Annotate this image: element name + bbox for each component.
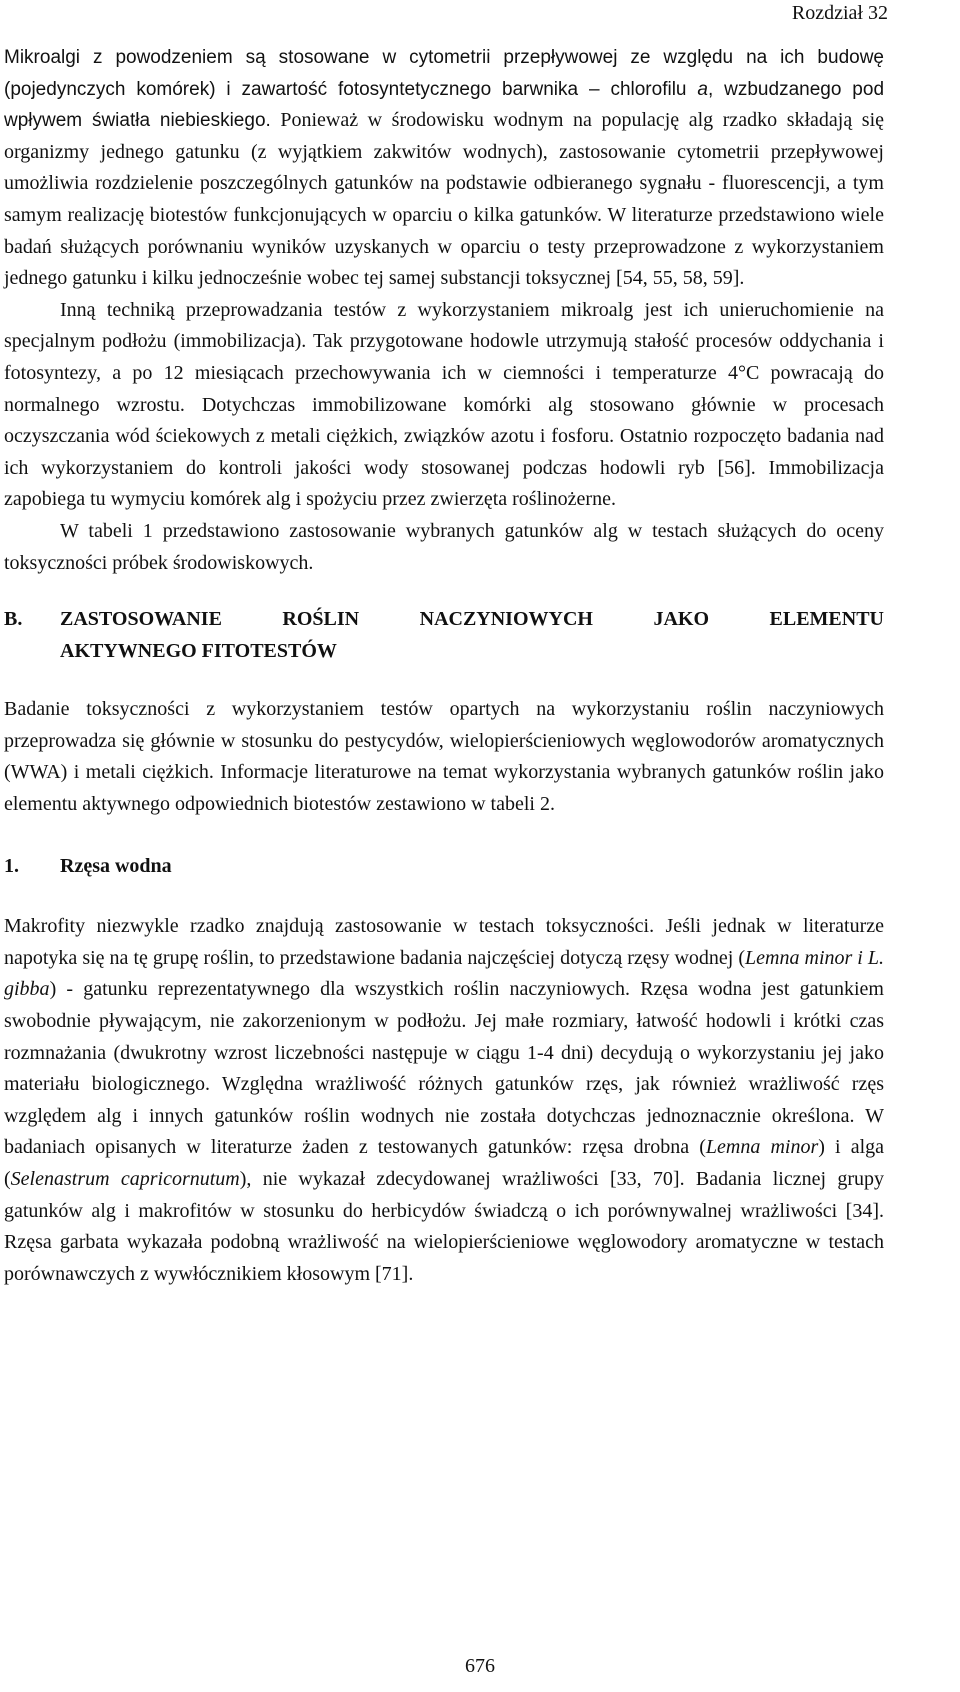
sub1-italic-2: Lemna minor xyxy=(705,1136,819,1159)
subsection-1-number: 1. xyxy=(4,854,19,877)
intro-paragraph-3: W tabeli 1 przedstawiono zastosowanie wybranych gatunków alg w testach służących do oceny toksyczności próbek środowiskowych. xyxy=(4,519,884,574)
intro-italic-a: a xyxy=(697,78,708,100)
intro-serif-text: Ponieważ w środowisku wodnym na populację alg rzadko składają się organizmy jednego gatunku (z wyjątkiem zakwitów wodnych), zastosowanie cytometrii przepływowej umożliwia rozdzielenie poszczególnych gatunków na podstawie odbieranego sygnału - fluorescencji, a tym samym realizację biotestów funkcjonujących w oparciu o kilka gatunków. xyxy=(4,109,885,226)
section-b-title-line-2: AKTYWNEGO FITOTESTÓW xyxy=(60,639,337,662)
sub1-text-4: ), nie wykazał zdecydowanej wrażliwości [33, 70]. Badania licznej grupy gatunków alg i makrofitów w stosunku do herbicydów świadczą o ich porównywalnej wrażliwości [34]. Rzęsa garbata wykazała podobną wrażliwość na wielopierścieniowe węglowodory aromatyczne w testach porównawczych z wywłócznikiem kłosowym [71]. xyxy=(4,1168,884,1285)
section-b-paragraph: Badanie toksyczności z wykorzystaniem testów opartych na wykorzystaniu roślin naczyniowych przeprowadza się głównie w stosunku do pestycydów, wielopierścieniowych węglowodorów aromatycznych (WWA) i metali ciężkich. Informacje literaturowe na temat wykorzystania wybranych gatunków roślin jako elementu aktywnego odpowiednich biotestów zestawiono w tabeli 2. xyxy=(4,698,884,816)
intro-serif-text-2: W literaturze przedstawiono wiele badań służących porównaniu wyników uzyskanych w oparciu o testy przeprowadzone z wykorzystaniem jednego gatunku i kilku jednocześnie wobec tej samej substancji toksycznej [54, 55, 58, 59]. xyxy=(4,203,884,290)
page-number: 676 xyxy=(465,1655,495,1677)
sub1-text-2: ) - gatunku reprezentatywnego dla wszystkich roślin naczyniowych. Rzęsa wodna jest gatunkiem swobodnie pływającym, nie zakorzenionym w podłożu. Jej małe rozmiary, łatwość hodowli i krótki czas rozmnażania (dwukrotny wzrost liczebności następuje w ciągu 1-4 dni) decydują o wykorzystaniu jej jako materiału biologicznego. Względna wrażliwość różnych gatunków rzęs, jak również wrażliwość rzęs względem alg i innych gatunków roślin wodnych nie została dotychczas jednoznacznie określona. W badaniach opisanych w literaturze żaden z testowanych gatunków: rzęsa drobna ( xyxy=(4,978,884,1159)
sub1-text-1: Makrofity niezwykle rzadko znajdują zastosowanie w testach toksyczności. Jeśli jednak w literaturze napotyka się na tę grupę roślin, to przedstawione badania najczęściej dotyczą rzęsy wodnej ( xyxy=(4,915,884,969)
subsection-1-paragraph xyxy=(4,911,884,1290)
section-b-number: B. xyxy=(4,608,23,631)
intro-sans-text: Mikroalgi z powodzeniem są stosowane w cytometrii przepływowej ze względu na ich budowę (pojedynczych komórek) i zawartość fotosyntetycznego barwnika – chlorofilu xyxy=(4,47,884,100)
sub1-italic-3: Selenastrum capricornutum xyxy=(10,1168,240,1190)
intro-paragraph-1 xyxy=(4,42,884,295)
section-b-heading xyxy=(4,604,884,667)
sub1-italic-1: Lemna minor i L. gibba xyxy=(4,946,885,1001)
subsection-1-heading xyxy=(4,851,884,883)
subsection-1-title: Rzęsa wodna xyxy=(60,854,172,877)
section-b-title xyxy=(60,604,884,667)
chapter-header: Rozdział 32 xyxy=(791,2,888,24)
page-content xyxy=(4,42,884,1290)
sub1-text-3: ) i alga ( xyxy=(4,1136,885,1190)
section-b-title-line-1: ZASTOSOWANIE ROŚLIN NACZYNIOWYCH JAKO ELEMENTU xyxy=(60,608,884,631)
intro-paragraph-2: Inną techniką przeprowadzania testów z wykorzystaniem mikroalg jest ich unieruchomienie na specjalnym podłożu (immobilizacja). Tak przygotowane hodowle utrzymują stałość procesów oddychania i fotosyntezy, a po 12 miesiącach przechowywania ich w ciemności i temperaturze 4°C powracają do normalnego wzrostu. Dotychczas immobilizowane komórki alg stosowano głównie w procesach oczyszczania wód ściekowych z metali ciężkich, związków azotu i fosforu. Ostatnio rozpoczęto badania nad ich wykorzystaniem do kontroli jakości wody stosowanej podczas hodowli ryb [56]. Immobilizacja zapobiega tu wymyciu komórek alg i spożyciu przez zwierzęta roślinożerne. xyxy=(4,298,884,511)
intro-sans-text-2: , wzbudzanego pod wpływem światła niebieskiego. xyxy=(4,78,885,132)
